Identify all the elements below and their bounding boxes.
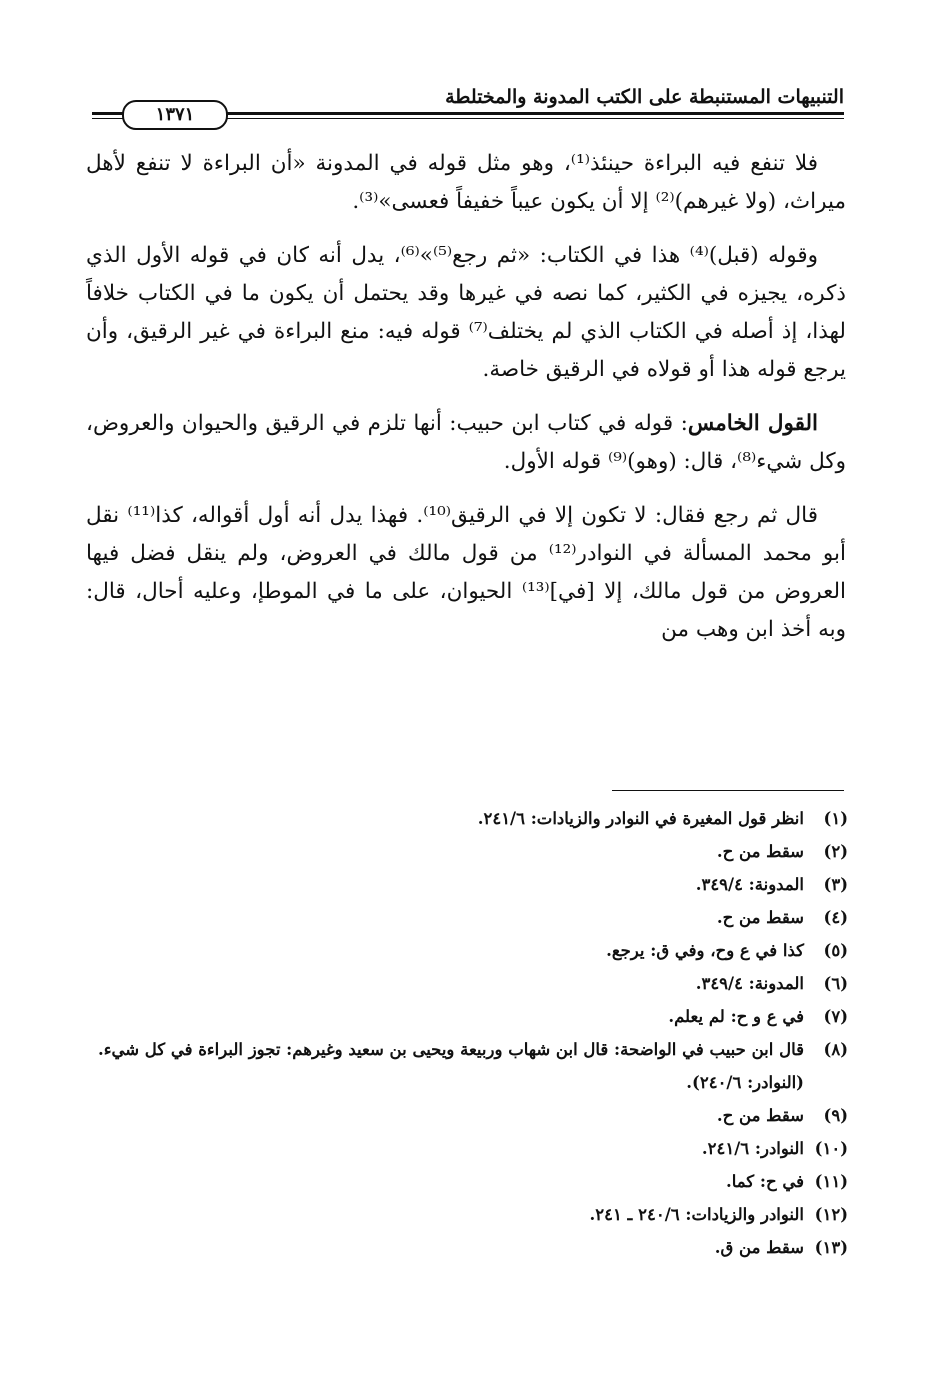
footnote (86, 1099, 848, 1132)
footnote-number: (٦) (823, 974, 848, 993)
footnote-text: النوادر والزيادات: ٢٤٠/٦ ـ ٢٤١. (589, 1205, 804, 1224)
paragraph-text: : قوله في كتاب ابن حبيب: أنها تلزم في الرقيق والحيوان والعروض، وكل شيء⁽⁸⁾، قال: (وهو)⁽⁹⁾ قوله الأول. (86, 411, 846, 474)
footnote-number: (٥) (823, 941, 848, 960)
footnote (86, 901, 848, 934)
paragraph-1 (86, 145, 846, 221)
paragraph-lead: القول الخامس (687, 411, 818, 436)
footnote (86, 1165, 848, 1198)
footnote-number: (٣) (823, 875, 848, 894)
footnote-text: المدونة: ٣٤٩/٤. (695, 875, 804, 894)
footnote (86, 1033, 848, 1099)
running-header (92, 80, 844, 125)
paragraph-3 (86, 405, 846, 481)
footnote (86, 835, 848, 868)
footnote-text: سقط من ق. (714, 1238, 804, 1257)
footnote-number: (٢) (823, 842, 848, 861)
footnote-number: (٤) (823, 908, 848, 927)
footnote-text: سقط من ح. (716, 908, 804, 927)
footnote-number: (١٢) (814, 1205, 848, 1224)
footnote-text: انظر قول المغيرة في النوادر والزيادات: ٢٤١/٦. (477, 809, 804, 828)
footnote (86, 1231, 848, 1264)
footnote-number: (٩) (823, 1106, 848, 1125)
footnote-number: (١) (823, 809, 848, 828)
footnote-number: (١٣) (814, 1238, 848, 1257)
paragraph-text: قال ثم رجع فقال: لا تكون إلا في الرقيق⁽¹⁰⁾. فهذا يدل أنه أول أقواله، كذا⁽¹¹⁾ نقل أبو محمد المسألة في النوادر⁽¹²⁾ من قول مالك في العروض، ولم ينقل فضل فيها العروض من قول مالك، إلا [في]⁽¹³⁾ الحيوان، على ما في الموطإ، وعليه أحال، قال: وبه أخذ ابن وهب من (86, 503, 846, 642)
footnote-text: النوادر: ٢٤١/٦. (701, 1139, 804, 1158)
footnote-text: سقط من ح. (716, 842, 804, 861)
running-title: التنبيهات المستنبطة على الكتب المدونة والمختلطة (445, 86, 844, 108)
paragraph-4 (86, 497, 846, 649)
footnote (86, 1198, 848, 1231)
footnote (86, 802, 848, 835)
footnote (86, 868, 848, 901)
footnote-text: المدونة: ٣٤٩/٤. (695, 974, 804, 993)
footnote-separator (612, 790, 844, 791)
footnote-text: قال ابن حبيب في الواضحة: قال ابن شهاب وربيعة ويحيى بن سعيد وغيرهم: تجوز البراءة في كل شيء. (النوادر: ٢٤٠/٦). (97, 1040, 804, 1092)
paragraph-2 (86, 237, 846, 389)
main-text (86, 145, 846, 665)
footnote-number: (١٠) (814, 1139, 848, 1158)
footnote-number: (٨) (823, 1040, 848, 1059)
footnote-text: كذا في ع وح، وفي ق: يرجع. (606, 941, 804, 960)
paragraph-text: فلا تنفع فيه البراءة حينئذ⁽¹⁾، وهو مثل قوله في المدونة «أن البراءة لا تنفع لأهل ميراث، (ولا غيرهم)⁽²⁾ إلا أن يكون عيباً خفيفاً فعسى»⁽³⁾. (86, 151, 846, 214)
paragraph-text: وقوله (قبل)⁽⁴⁾ هذا في الكتاب: «ثم رجع⁽⁵⁾»⁽⁶⁾، يدل أنه كان في قوله الأول الذي ذكره، يجيزه في الكثير، كما نصه في غيرها وقد يحتمل أن يكون ما في الكتاب خلافاً لهذا، إذ أصله في الكتاب الذي لم يختلف⁽⁷⁾ قوله فيه: منع البراءة في غير الرقيق، وأن يرجع قوله هذا أو قولاه في الرقيق خاصة. (86, 243, 846, 382)
footnotes (86, 802, 848, 1264)
footnote-text: في ح: كما. (725, 1172, 804, 1191)
footnote (86, 1000, 848, 1033)
footnote (86, 934, 848, 967)
footnote (86, 967, 848, 1000)
footnote-text: سقط من ح. (716, 1106, 804, 1125)
footnote-number: (٧) (823, 1007, 848, 1026)
footnote (86, 1132, 848, 1165)
footnote-text: في ع و ح: لم يعلم. (668, 1007, 804, 1026)
page-number: ١٣٧١ (122, 100, 228, 130)
footnote-number: (١١) (814, 1172, 848, 1191)
